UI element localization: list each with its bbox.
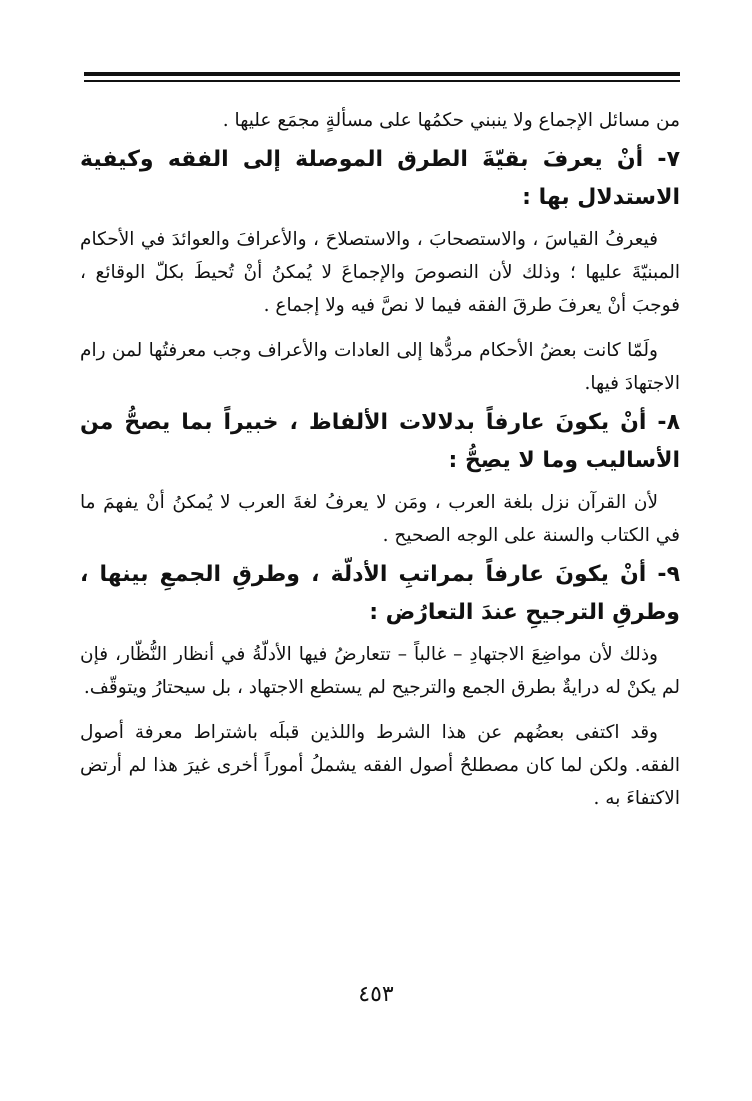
header-rule-thick bbox=[84, 72, 680, 76]
paragraph-continuation: من مسائل الإجماع ولا ينبني حكمُها على مسألةٍ مجمَع عليها . bbox=[222, 110, 680, 131]
paragraph-9-a: وذلك لأن مواضِعَ الاجتهادِ – غالباً – تتعارضُ فيها الأدلّةُ في أنظار النُّظّار، فإن لم يكنْ له درايةٌ بطرق الجمع والترجيح لم يستطع الاجتهاد ، بل سيحتارُ ويتوقّف. bbox=[80, 644, 680, 698]
paragraph-8: لأن القرآن نزل بلغة العرب ، ومَن لا يعرفُ لغةَ العرب لا يُمكنُ أنْ يفهمَ ما في الكتاب والسنة على الوجه الصحيح . bbox=[80, 492, 680, 546]
page-body bbox=[80, 104, 680, 815]
section-heading-8: ٨- أنْ يكونَ عارفاً بدلالات الألفاظ ، خبيراً بما يصحُّ من الأساليب وما لا يصِحُّ : bbox=[80, 410, 680, 473]
section-heading-9: ٩- أنْ يكونَ عارفاً بمراتبِ الأدلّة ، وطرقِ الجمعِ بينها ، وطرقِ الترجيحِ عندَ التعارُض : bbox=[80, 562, 680, 625]
page-number: ٤٥٣ bbox=[358, 982, 394, 1007]
section-heading-7: ٧- أنْ يعرفَ بقيّةَ الطرق الموصلة إلى الفقه وكيفية الاستدلال بها : bbox=[80, 147, 680, 210]
paragraph-9-b: وقد اكتفى بعضُهم عن هذا الشرط واللذين قبلَه باشتراط معرفة أصول الفقه. ولكن لما كان مصطلحُ أصول الفقه يشملُ أموراً أخرى غيرَ هذا لم أرتض الاكتفاءَ به . bbox=[80, 722, 680, 809]
header-rule-thin bbox=[84, 80, 680, 82]
paragraph-7-b: ولَمّا كانت بعضُ الأحكام مردُّها إلى العادات والأعراف وجب معرفتُها لمن رام الاجتهادَ فيها. bbox=[80, 340, 680, 394]
paragraph-7-a: فيعرفُ القياسَ ، والاستصحابَ ، والاستصلاحَ ، والأعرافَ والعوائدَ في الأحكام المبنيّةَ عليها ؛ وذلك لأن النصوصَ والإجماعَ لا يُمكنُ أنْ تُحيطَ بكلّ الوقائع ، فوجبَ أنْ يعرفَ طرقَ الفقه فيما لا نصَّ فيه ولا إجماع . bbox=[80, 229, 680, 316]
